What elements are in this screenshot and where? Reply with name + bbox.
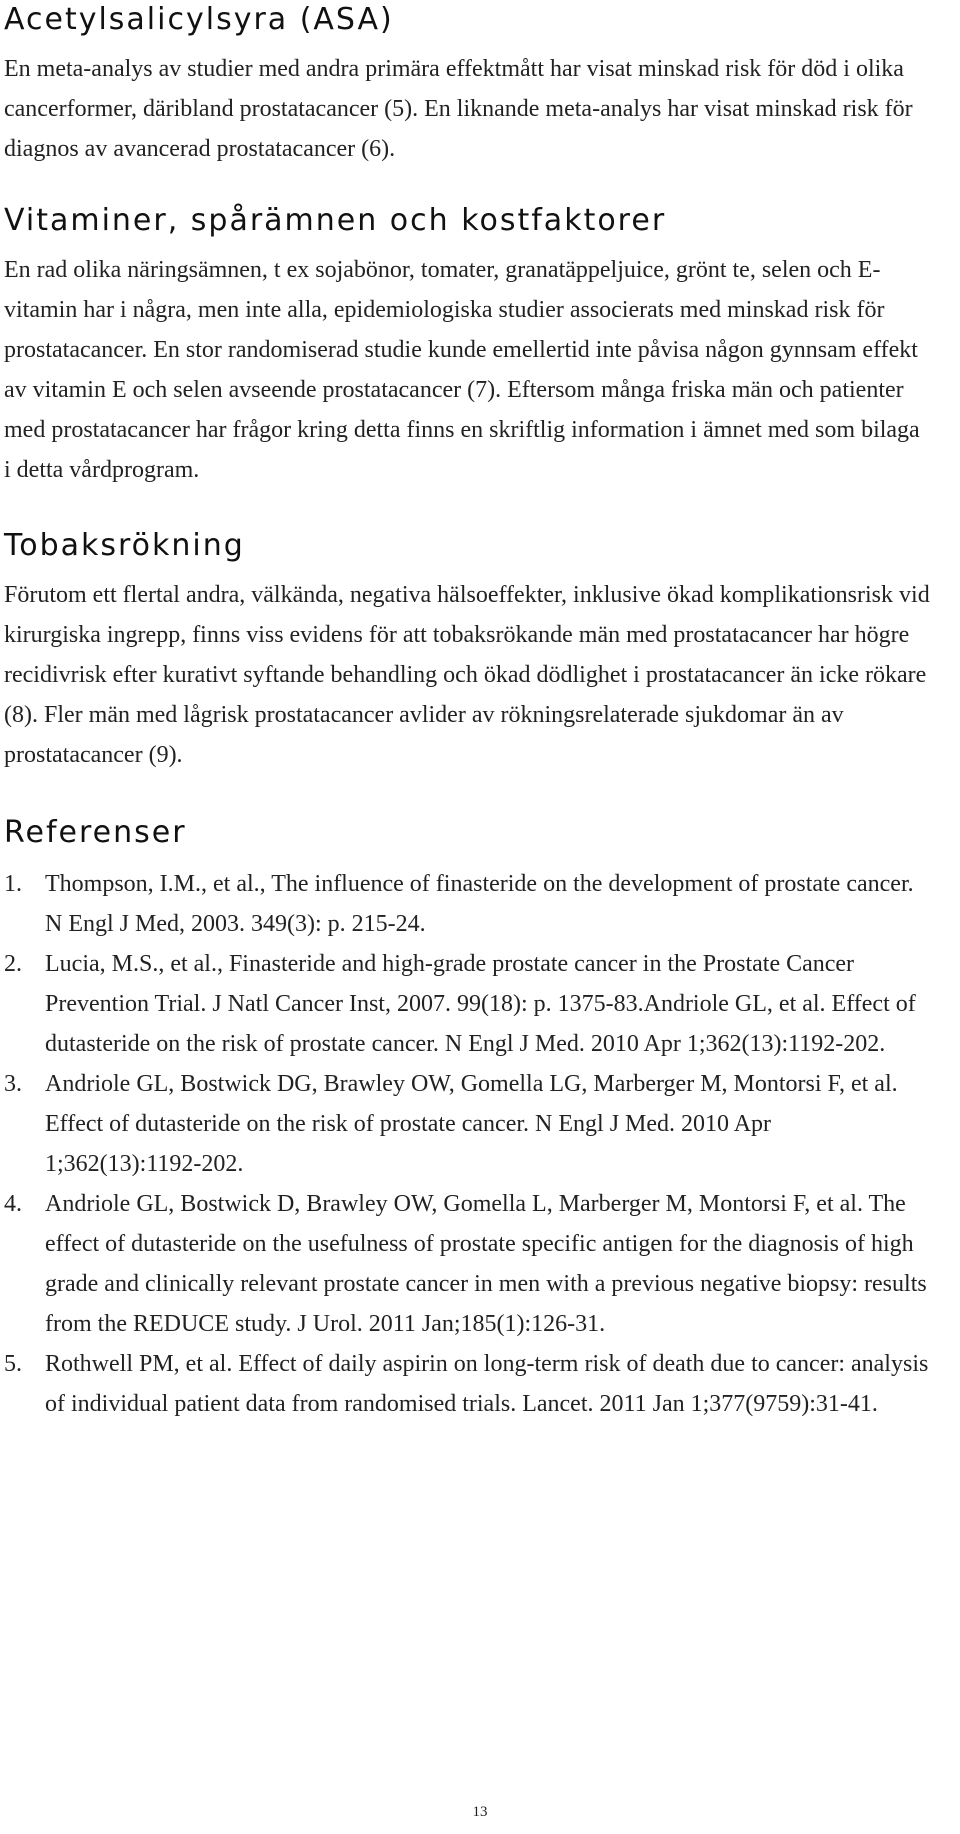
- reference-text: Andriole GL, Bostwick D, Brawley OW, Gomella L, Marberger M, Montorsi F, et al. The effect of dutasteride on the usefulness of prostate specific antigen for the diagnosis of high grade and clinically relevant prostate cancer in men with a previous negative biopsy: results from the REDUCE study. J Urol. 2011 Jan;185(1):126-31.: [45, 1191, 927, 1337]
- reference-text: Thompson, I.M., et al., The influence of finasteride on the development of prostate cancer. N Engl J Med, 2003. 349(3): p. 215-24.: [45, 871, 914, 937]
- section-body-tobak: Förutom ett flertal andra, välkända, negativa hälsoeffekter, inklusive ökad komplikationsrisk vid kirurgiska ingrepp, finns viss evidens för att tobaksrökande män med prostatacancer har högre recidivrisk efter kurativt syftande behandling och ökad dödlighet i prostatacancer än icke rökare (8). Fler män med lågrisk prostatacancer avlider av rökningsrelaterade sjukdomar än av prostatacancer (9).: [4, 582, 930, 768]
- reference-number: 1.: [4, 871, 22, 897]
- section-heading-asa: Acetylsalicylsyra (ASA): [4, 2, 394, 37]
- page-number: 13: [472, 1804, 488, 1820]
- reference-item: [4, 1184, 932, 1344]
- reference-number: 4.: [4, 1191, 22, 1217]
- reference-text: Lucia, M.S., et al., Finasteride and high-grade prostate cancer in the Prostate Cancer Prevention Trial. J Natl Cancer Inst, 2007. 99(18): p. 1375-83.Andriole GL, et al. Effect of dutasteride on the risk of prostate cancer. N Engl J Med. 2010 Apr 1;362(13):1192-202.: [45, 951, 916, 1057]
- reference-list: [4, 864, 932, 1424]
- reference-item: [4, 944, 932, 1064]
- document-page: [4, 0, 932, 1424]
- reference-number: 5.: [4, 1351, 22, 1377]
- reference-text: Andriole GL, Bostwick DG, Brawley OW, Gomella LG, Marberger M, Montorsi F, et al. Effect of dutasteride on the risk of prostate cancer. N Engl J Med. 2010 Apr 1;362(13):1192-202.: [45, 1071, 898, 1177]
- section-body-vitaminer: En rad olika näringsämnen, t ex sojabönor, tomater, granatäppeljuice, grönt te, selen och E-vitamin har i några, men inte alla, epidemiologiska studier associerats med minskad risk för prostatacancer. En stor randomiserad studie kunde emellertid inte påvisa någon gynnsam effekt av vitamin E och selen avseende prostatacancer (7). Eftersom många friska män och patienter med prostatacancer har frågor kring detta finns en skriftlig information i ämnet med som bilaga i detta vårdprogram.: [4, 257, 920, 483]
- section-heading-tobak: Tobaksrökning: [4, 528, 245, 563]
- section-heading-vitaminer: Vitaminer, spårämnen och kostfaktorer: [4, 203, 667, 238]
- reference-number: 2.: [4, 951, 22, 977]
- reference-item: [4, 1064, 932, 1184]
- reference-number: 3.: [4, 1071, 22, 1097]
- section-heading-referenser: Referenser: [4, 815, 187, 850]
- reference-item: [4, 864, 932, 944]
- reference-item: [4, 1344, 932, 1424]
- reference-text: Rothwell PM, et al. Effect of daily aspirin on long-term risk of death due to cancer: analysis of individual patient data from randomised trials. Lancet. 2011 Jan 1;377(9759):31-41.: [45, 1351, 929, 1417]
- section-body-asa: En meta-analys av studier med andra primära effektmått har visat minskad risk för död i olika cancerformer, däribland prostatacancer (5). En liknande meta-analys har visat minskad risk för diagnos av avancerad prostatacancer (6).: [4, 56, 913, 162]
